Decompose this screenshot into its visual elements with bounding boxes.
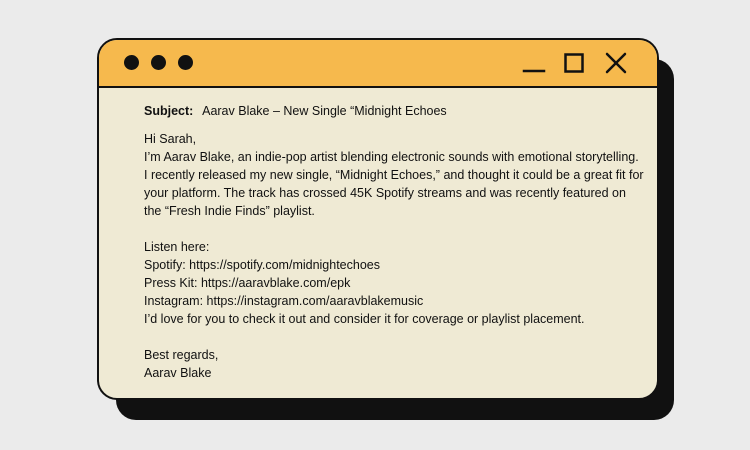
signature: Aarav Blake <box>144 366 212 380</box>
window-dot-1 <box>124 55 139 70</box>
minimize-icon[interactable] <box>522 51 546 75</box>
paragraph-gap <box>144 220 644 238</box>
closing-request: I’d love for you to check it out and consider it for coverage or playlist placement. <box>144 312 585 326</box>
maximize-icon[interactable] <box>562 51 586 75</box>
window-dot-3 <box>178 55 193 70</box>
subject-text: Aarav Blake – New Single “Midnight Echoes <box>202 104 447 118</box>
listen-here-label: Listen here: <box>144 240 210 254</box>
email-greeting: Hi Sarah, <box>144 132 197 146</box>
sign-off: Best regards, <box>144 348 219 362</box>
subject-label: Subject: <box>144 104 194 118</box>
email-window <box>97 38 659 400</box>
press-kit-link: Press Kit: https://aaravblake.com/epk <box>144 276 351 290</box>
spotify-link: Spotify: https://spotify.com/midnightechoes <box>144 258 380 272</box>
instagram-link: Instagram: https://instagram.com/aaravblakemusic <box>144 294 424 308</box>
paragraph-gap <box>144 328 644 346</box>
subject-line <box>144 102 644 120</box>
close-icon[interactable] <box>604 51 628 75</box>
email-intro: I’m Aarav Blake, an indie-pop artist blending electronic sounds with emotional storytelling. I recently released my new single, “Midnight Echoes,” and thought it could be a great fit for your platform. The track has crossed 45K Spotify streams and was recently featured on the “Fresh Indie Finds” playlist. <box>144 150 644 218</box>
email-body <box>144 130 644 382</box>
window-titlebar <box>99 40 657 88</box>
window-dot-2 <box>151 55 166 70</box>
email-content <box>144 102 644 382</box>
